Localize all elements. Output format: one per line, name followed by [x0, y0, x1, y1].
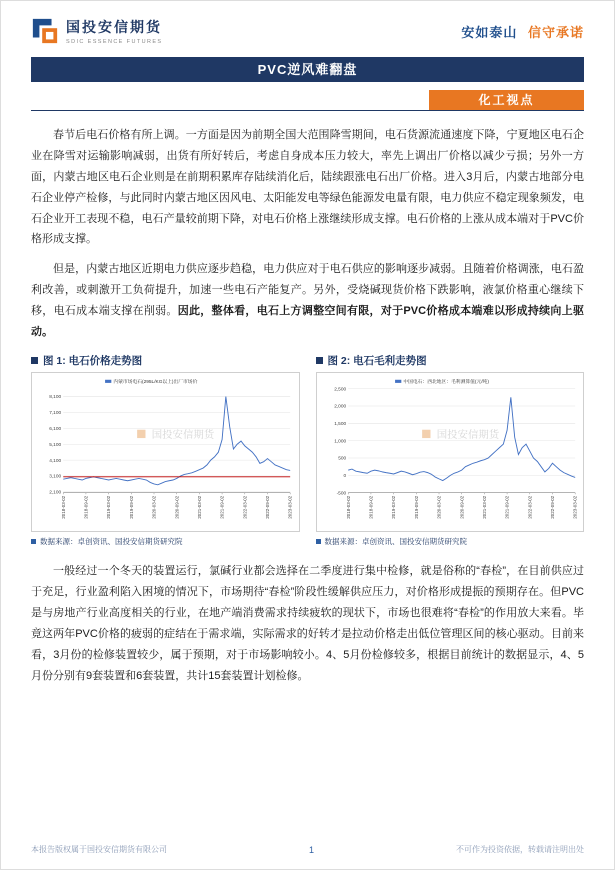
figure-2 — [316, 353, 585, 547]
paragraph-2-bold: 因此，整体看，电石上方调整空间有限，对于PVC价格成本端难以形成持续向上驱动。 — [31, 305, 584, 339]
svg-text:2,500: 2,500 — [333, 387, 346, 393]
svg-text:1,500: 1,500 — [333, 421, 346, 427]
svg-text:2020-09-02: 2020-09-02 — [174, 495, 180, 519]
svg-text:2018-09-02: 2018-09-02 — [83, 495, 89, 519]
brand-logo — [31, 17, 162, 45]
svg-text:1,000: 1,000 — [333, 439, 346, 445]
carbide-margin-chart — [317, 373, 584, 531]
square-bullet-icon — [316, 539, 321, 544]
figure-2-chart-box — [316, 372, 585, 532]
slogan-orange: 信守承诺 — [527, 24, 584, 40]
figure-2-source — [316, 536, 585, 547]
svg-text:国投安信期货: 国投安信期货 — [151, 429, 215, 441]
svg-text:3,100: 3,100 — [49, 474, 62, 480]
svg-text:2019-09-02: 2019-09-02 — [413, 495, 419, 519]
svg-text:2,000: 2,000 — [333, 404, 346, 410]
svg-text:国投安信期货: 国投安信期货 — [436, 429, 499, 441]
svg-text:2,100: 2,100 — [49, 490, 62, 496]
svg-text:2022-09-02: 2022-09-02 — [549, 495, 555, 519]
figures-row — [31, 353, 584, 547]
brand-logo-icon — [31, 17, 59, 45]
paragraph-1: 春节后电石价格有所上调。一方面是因为前期全国大范围降雪期间，电石货源流通速度下降，宁夏地区电石企业在降雪对运输影响减弱，出货有所好转后，考虑自身成本压力较大，率先上调出厂价格以减少亏损；另外一方面，内蒙古地区电石企业则是在前期积累库存陆续消化后，陆续跟涨电石出厂价格。进入3月后，内蒙古地部分电石企业停产检修，与此同时内蒙古地区因风电、太阳能发电等绿色能源发电量有限，电力供应不稳定现象频发，电石企业开工表现不稳，电石产量较前期下降，对电石价格上涨继续形成支撑。电石价格的上涨从成本端对于PVC价格形成支撑。 — [31, 129, 584, 246]
figure-1-title-text: 图 1: 电石价格走势图 — [43, 354, 143, 367]
svg-text:2020-03-02: 2020-03-02 — [151, 495, 157, 519]
figure-1-title — [31, 353, 300, 368]
footer-disclaimer: 不可作为投资依据，转载请注明出处 — [455, 845, 584, 854]
square-bullet-icon — [31, 357, 38, 364]
paragraph-3: 一般经过一个冬天的装置运行，氯碱行业都会选择在二季度进行集中检修，就是俗称的“春检”，在目前供应过于充足，行业盈利陷入困境的情况下，市场期待“春检”阶段性缓解供应压力，对价格形成提振的预期存在。但PVC是与房地产行业高度相关的行业，在地产端消费需求持续疲软的现状下，市场也很难将“春检”的作用放大来看。毕竟这两年PVC价格的疲弱的症结在于需求端，实际需求的好转才是拉动价格走出低位管理区间的核心驱动。目前来看，3月份的检修装置较少，属于预期，对于市场影响较小。4、5月份检修较多，根据目前统计的数据显示，4、5月份分别有9套装置和6套装置，共计15套装置计划检修。 — [31, 565, 584, 682]
svg-text:6,100: 6,100 — [49, 426, 62, 432]
slogan-blue: 安如泰山 — [461, 24, 518, 40]
report-footer — [31, 844, 584, 855]
svg-text:2021-09-02: 2021-09-02 — [219, 495, 225, 519]
svg-text:2022-03-02: 2022-03-02 — [526, 495, 532, 519]
svg-text:2022-09-02: 2022-09-02 — [265, 495, 271, 519]
figure-2-source-text: 数据来源：卓创资讯、国投安信期货研究院 — [324, 537, 467, 547]
svg-text:2023-03-02: 2023-03-02 — [572, 495, 578, 519]
svg-text:500: 500 — [337, 456, 346, 462]
svg-text:2019-09-02: 2019-09-02 — [128, 495, 134, 519]
section-badge: 化工视点 — [429, 90, 584, 110]
svg-text:7,100: 7,100 — [49, 411, 62, 417]
figure-1 — [31, 353, 300, 547]
report-title: PVC逆风难翻盘 — [31, 57, 584, 82]
svg-text:2022-03-02: 2022-03-02 — [242, 495, 248, 519]
paragraph-2-text: 但是，内蒙古地区近期电力供应逐步趋稳，电力供应对于电石供应的影响逐步减弱。且随着价格调涨，电石盈利改善，或刺激开工负荷提升，加速一些电石产能复产。另外，受烧碱现货价格下跌影响，液氯价格重心继续下移，电石成本端支撑在削弱。 — [31, 263, 584, 318]
footer-copyright: 本报告版权属于国投安信期货有限公司 — [31, 845, 167, 854]
svg-text:8,100: 8,100 — [49, 395, 62, 401]
svg-text:2021-03-02: 2021-03-02 — [481, 495, 487, 519]
brand-slogan — [461, 22, 584, 41]
svg-text:5,100: 5,100 — [49, 442, 62, 448]
square-bullet-icon — [316, 357, 323, 364]
figure-2-title-text: 图 2: 电石毛利走势图 — [327, 354, 427, 367]
brand-name-cn: 国投安信期货 — [66, 19, 162, 35]
figure-2-title — [316, 353, 585, 368]
brand-name — [66, 17, 162, 45]
page-number: 1 — [308, 844, 314, 855]
svg-text:2018-03-02: 2018-03-02 — [345, 495, 351, 519]
svg-text:2019-03-02: 2019-03-02 — [390, 495, 396, 519]
paragraph-2 — [31, 259, 584, 343]
figure-1-source-text: 数据来源：卓创资讯、国投安信期货研究院 — [40, 537, 183, 547]
svg-text:内蒙市场电石(295L/KG以上)出厂市场价: 内蒙市场电石(295L/KG以上)出厂市场价 — [113, 380, 198, 386]
svg-text:2019-03-02: 2019-03-02 — [106, 495, 112, 519]
report-body-2 — [31, 561, 584, 686]
svg-text:2021-09-02: 2021-09-02 — [504, 495, 510, 519]
brand-name-en: SDIC ESSENCE FUTURES — [66, 39, 163, 45]
square-bullet-icon — [31, 539, 36, 544]
svg-text:4,100: 4,100 — [49, 458, 62, 464]
svg-text:-500: -500 — [336, 491, 346, 497]
carbide-price-chart — [32, 373, 299, 531]
report-header — [1, 1, 614, 53]
svg-text:2018-03-02: 2018-03-02 — [60, 495, 66, 519]
report-body — [31, 125, 584, 343]
figure-1-source — [31, 536, 300, 547]
figure-1-chart-box — [31, 372, 300, 532]
svg-text:2023-03-02: 2023-03-02 — [287, 495, 293, 519]
svg-text:2020-03-02: 2020-03-02 — [436, 495, 442, 519]
svg-text:中国电石：西北地区：毛利测算值(元/吨): 中国电石：西北地区：毛利测算值(元/吨) — [402, 380, 489, 386]
section-badge-row — [31, 90, 584, 111]
svg-text:2018-09-02: 2018-09-02 — [367, 495, 373, 519]
svg-text:0: 0 — [342, 473, 346, 479]
svg-text:2020-09-02: 2020-09-02 — [458, 495, 464, 519]
svg-text:2021-03-02: 2021-03-02 — [196, 495, 202, 519]
